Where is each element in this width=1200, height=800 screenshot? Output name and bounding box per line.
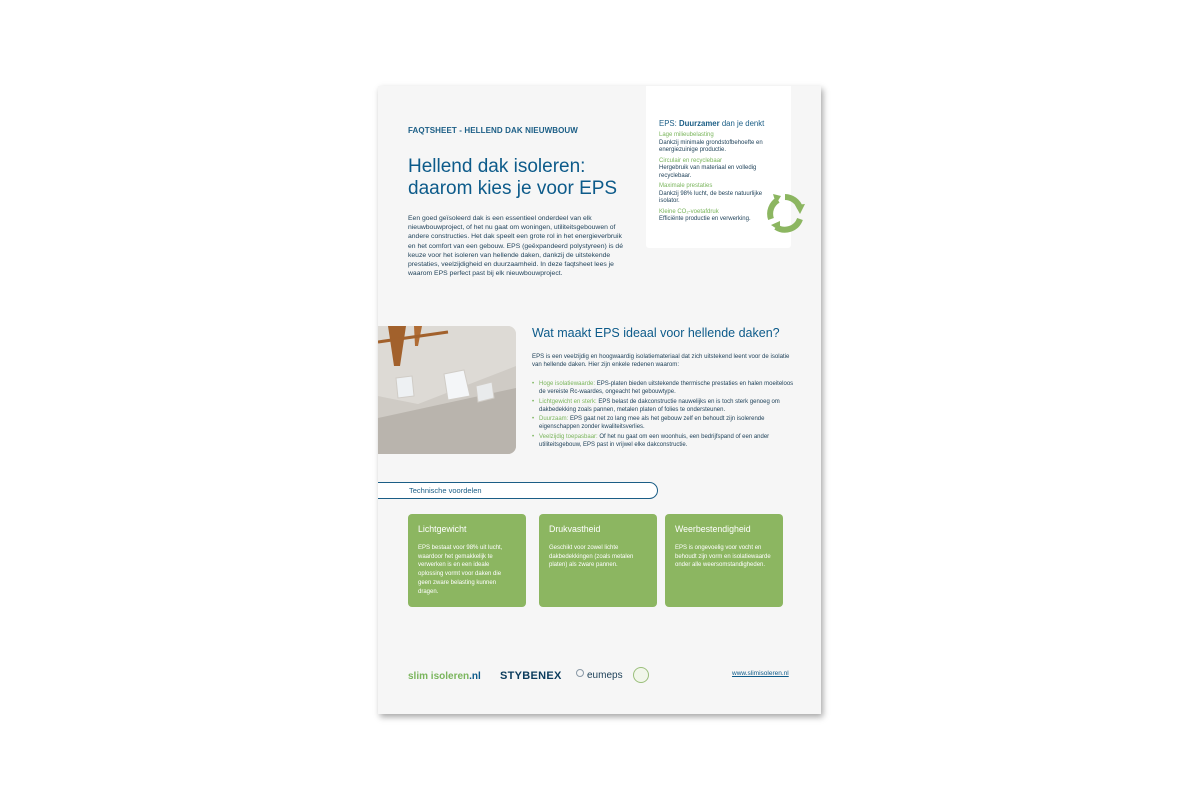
bullet-icon: •: [532, 398, 535, 405]
panel-item: [659, 132, 769, 155]
panel-title-a: EPS:: [659, 119, 679, 128]
bullet-icon: •: [532, 381, 535, 387]
recycle-icon: [764, 192, 806, 234]
section-intro: EPS is een veelzijdig en hoogwaardig isolatiemateriaal dat zich uitstekend leent voor de isolatie van hellende daken. Hier zijn enkele redenen waarom:: [532, 353, 790, 369]
panel-item-text: Dankzij minimale grondstofbehoefte en energiezuinige productie.: [659, 139, 763, 153]
slimisoleren-logo: [408, 671, 481, 682]
panel-item-text: Efficiënte productie en verwerking.: [659, 216, 751, 222]
list-item-text: EPS gaat net zo lang mee als het gebouw zelf en behoudt zijn isolerende eigenschappen zonder kwaliteitsverlies.: [539, 416, 765, 431]
page-title: Hellend dak isoleren: daarom kies je voor EPS: [408, 156, 618, 199]
kicker-rest: - HELLEND DAK NIEUWBOUW: [456, 126, 578, 135]
technical-tab-label: Technische voordelen: [409, 486, 482, 495]
sustainability-panel: [646, 86, 791, 248]
panel-item: [659, 183, 769, 206]
list-item-text: EPS belast de dakconstructie nauwelijks en is toch sterk genoeg om dakbedekking zoals pannen, metalen platen of folies te ondersteunen.: [539, 398, 780, 413]
list-item-label: Duurzaam:: [539, 416, 569, 423]
card-title: Lichtgewicht: [418, 524, 467, 534]
faqtsheet-page: [378, 86, 821, 714]
eumeps-ring-icon: [576, 669, 584, 677]
panel-item-text: Hergebruik van materiaal en volledig recyclebaar.: [659, 165, 757, 179]
website-link[interactable]: www.slimisoleren.nl: [732, 670, 789, 677]
card-title: Weerbestendigheid: [675, 524, 751, 534]
slim-logo-b: .nl: [469, 671, 481, 682]
list-item-text: EPS-platen bieden uitstekende thermische prestaties en halen moeiteloos de vereiste Rc-waardes, ongeacht het gebouwtype.: [539, 381, 794, 396]
list-item: [532, 398, 794, 415]
slim-logo-a: slim isoleren: [408, 671, 470, 682]
panel-item-heading: Kleine CO₂-voetafdruk: [659, 208, 719, 215]
panel-title-b: Duurzamer: [678, 119, 720, 128]
intro-paragraph: Een goed geïsoleerd dak is een essentieel onderdeel van elk nieuwbouwproject, of het nu gaat om woningen, utiliteitsgebouwen of andere constructies. Het dak speelt een grote rol in het energieverbruik en het comfort van een gebouw. EPS (geëxpandeerd polystyreen) is dé keuze voor het isoleren van hellende daken, dankzij de uitstekende prestaties, veelzijdigheid en duurzaamheid. In deze faqtsheet lees je waarom EPS perfect past bij elk nieuwbouwproject.: [408, 215, 623, 278]
bullet-icon: •: [532, 433, 535, 440]
panel-title-c: dan je denkt: [719, 119, 765, 128]
list-item-label: Lichtgewicht en sterk:: [539, 398, 597, 405]
document-kicker: [408, 126, 578, 135]
card-text: Geschikt voor zowel lichte dakbedekkingen (zoals metalen platen) als zware pannen.: [549, 545, 634, 569]
badge-logo-icon: [633, 667, 649, 683]
panel-item-text: Dankzij 98% lucht, de beste natuurlijke isolator.: [659, 190, 763, 204]
panel-title: [659, 119, 764, 128]
eumeps-logo-text: eumeps: [587, 670, 623, 681]
section-title: Wat maakt EPS ideaal voor hellende daken?: [532, 326, 780, 340]
panel-item-heading: Circulair en recyclebaar: [659, 157, 723, 164]
kicker-lead: FAQTSHEET: [408, 126, 457, 135]
panel-item-heading: Lage milieubelasting: [659, 132, 714, 138]
panel-list: [659, 132, 769, 227]
bullet-icon: •: [532, 416, 535, 423]
stybenex-logo: STYBENEX: [500, 670, 562, 682]
card-weerbestendigheid: [665, 514, 783, 607]
card-lichtgewicht: [408, 514, 526, 607]
technical-tab: [378, 482, 658, 499]
eumeps-logo: [576, 669, 623, 681]
list-item: [532, 433, 794, 450]
card-text: EPS is ongevoelig voor vocht en behoudt zijn vorm en isolatiewaarde onder alle weersomstandigheden.: [675, 545, 771, 569]
list-item-label: Veelzijdig toepasbaar:: [539, 433, 598, 440]
card-text: EPS bestaat voor 98% uit lucht, waardoor het gemakkelijk te verwerken is en een ideale oplossing vormt voor daken die geen zware belasting kunnen dragen.: [418, 545, 503, 595]
list-item: [532, 415, 794, 432]
list-item-label: Hoge isolatiewaarde:: [539, 381, 596, 387]
card-title: Drukvastheid: [549, 524, 601, 534]
card-drukvastheid: [539, 514, 657, 607]
reasons-list: [532, 380, 794, 450]
list-item: [532, 380, 794, 397]
panel-item-heading: Maximale prestaties: [659, 183, 713, 189]
list-item-text: Of het nu gaat om een woonhuis, een bedrijfspand of een ander utiliteitsgebouw, EPS past in vrijwel elke dakconstructie.: [539, 433, 770, 449]
attic-photo: [378, 326, 516, 454]
panel-item: [659, 158, 769, 181]
panel-item: [659, 209, 769, 224]
